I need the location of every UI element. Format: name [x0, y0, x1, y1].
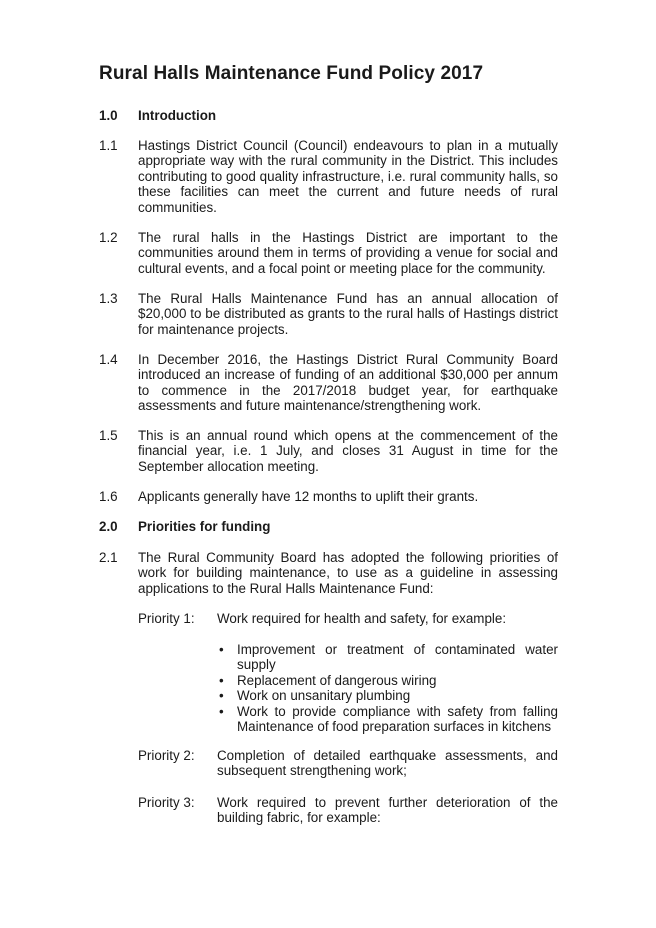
- paragraph-1-3: [99, 291, 558, 337]
- paragraph-1-1: [99, 138, 558, 215]
- priority-text: Work required for health and safety, for example:: [217, 611, 507, 626]
- paragraph-number: 2.1: [99, 550, 118, 565]
- paragraph-number: 1.5: [99, 428, 118, 443]
- paragraph-number: 1.4: [99, 352, 118, 367]
- priority-label: Priority 1:: [138, 611, 195, 626]
- section-title: Priorities for funding: [138, 519, 271, 534]
- priority-text: Work required to prevent further deterioration of the building fabric, for example:: [217, 795, 558, 826]
- paragraph-text: In December 2016, the Hastings District Rural Community Board introduced an increase of funding of an additional $30,000 per annum to commence in the 2017/2018 budget year, for earthquake assessments and future maintenance/strengthening work.: [138, 352, 558, 414]
- bullet-icon: •: [219, 642, 224, 657]
- list-item-text: Work on unsanitary plumbing: [237, 688, 411, 704]
- list-item: [217, 688, 558, 703]
- bullet-icon: •: [219, 672, 224, 688]
- bullet-icon: •: [219, 703, 224, 719]
- section-number: 1.0: [99, 108, 118, 123]
- paragraph-number: 1.6: [99, 489, 118, 504]
- paragraph-2-1: [99, 550, 558, 596]
- paragraph-number: 1.3: [99, 291, 118, 306]
- list-item-text: Replacement of dangerous wiring: [237, 672, 437, 688]
- paragraph-number: 1.1: [99, 138, 118, 153]
- priority-3: [138, 795, 558, 826]
- paragraph-text: The Rural Halls Maintenance Fund has an annual allocation of $20,000 to be distributed as grants to the rural halls of Hastings district for maintenance projects.: [138, 291, 558, 337]
- list-item-text: Work to provide compliance with safety from falling Maintenance of food preparation surfaces in kitchens: [237, 703, 558, 735]
- priority-label: Priority 3:: [138, 795, 195, 810]
- priority-2: [138, 748, 558, 779]
- document-title: Rural Halls Maintenance Fund Policy 2017: [99, 63, 484, 84]
- list-item: [217, 642, 558, 673]
- section-number: 2.0: [99, 519, 118, 534]
- paragraph-text: The rural halls in the Hastings District are important to the communities around them in terms of providing a venue for social and cultural events, and a focal point or meeting place for the community.: [138, 230, 558, 276]
- list-item: [217, 704, 558, 735]
- paragraph-1-4: [99, 352, 558, 414]
- bullet-icon: •: [219, 688, 224, 704]
- paragraph-1-2: [99, 230, 558, 276]
- priority-text: Completion of detailed earthquake assessments, and subsequent strengthening work;: [217, 748, 558, 779]
- section-title: Introduction: [138, 108, 217, 123]
- paragraph-text: Hastings District Council (Council) endeavours to plan in a mutually appropriate way with the rural community in the District. This includes contributing to good quality infrastructure, i.e. rural community halls, so these facilities can meet the current and future needs of rural communities.: [138, 138, 558, 215]
- paragraph-1-6: [99, 489, 558, 504]
- list-item: [217, 673, 558, 688]
- priority-1-examples: [217, 642, 558, 734]
- priority-1: [138, 611, 558, 626]
- paragraph-text: This is an annual round which opens at the commencement of the financial year, i.e. 1 July, and closes 31 August in time for the September allocation meeting.: [138, 428, 558, 474]
- paragraph-number: 1.2: [99, 230, 118, 245]
- paragraph-text: The Rural Community Board has adopted the following priorities of work for building maintenance, to use as a guideline in assessing applications to the Rural Halls Maintenance Fund:: [138, 550, 558, 596]
- paragraph-1-5: [99, 428, 558, 474]
- list-item-text: Improvement or treatment of contaminated water supply: [237, 642, 558, 673]
- paragraph-text: Applicants generally have 12 months to uplift their grants.: [138, 489, 479, 504]
- priority-label: Priority 2:: [138, 748, 195, 763]
